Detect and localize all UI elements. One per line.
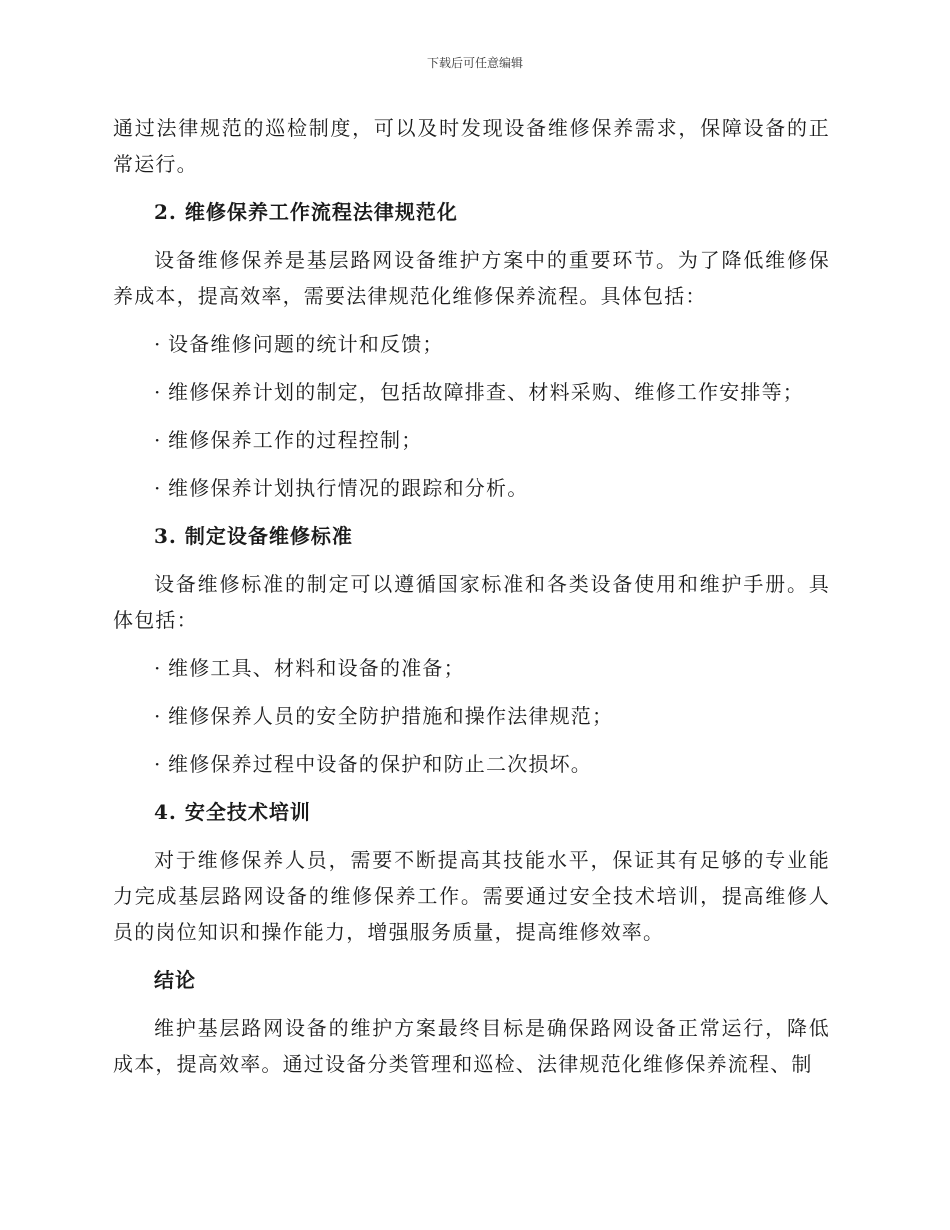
section-heading-conclusion: 结论 [154,968,196,992]
bullet-icon: · [154,656,162,680]
list-item [113,698,830,734]
paragraph-standards: 设备维修标准的制定可以遵循国家标准和各类设备使用和维护手册。具体包括： [113,572,830,632]
document-body [113,110,830,1094]
list-item [113,326,830,362]
bullet-icon: · [154,428,162,452]
bullet-icon: · [154,332,162,356]
section-heading-training: 4. 安全技术培训 [154,800,311,824]
list-item [113,470,830,506]
bullet-icon: · [154,752,162,776]
paragraph-workflow: 设备维修保养是基层路网设备维护方案中的重要环节。为了降低维修保养成本，提高效率，需要法律规范化维修保养流程。具体包括： [113,248,830,308]
section-heading-standards: 3. 制定设备维修标准 [154,524,353,548]
paragraph-conclusion: 维护基层路网设备的维护方案最终目标是确保路网设备正常运行，降低成本，提高效率。通过设备分类管理和巡检、法律规范化维修保养流程、制 [113,1016,830,1076]
list-item-text: 维修保养人员的安全防护措施和操作法律规范； [168,704,614,728]
list-item [113,374,830,410]
paragraph-training: 对于维修保养人员，需要不断提高其技能水平，保证其有足够的专业能力完成基层路网设备的维修保养工作。需要通过安全技术培训，提高维修人员的岗位知识和操作能力，增强服务质量，提高维修效率。 [113,848,830,944]
list-item-text: 维修保养计划的制定，包括故障排查、材料采购、维修工作安排等； [168,380,804,404]
list-item-text: 设备维修问题的统计和反馈； [168,332,444,356]
bullet-icon: · [154,476,162,500]
list-item-text: 维修保养工作的过程控制； [168,428,423,452]
list-item-text: 维修工具、材料和设备的准备； [168,656,465,680]
bullet-icon: · [154,704,162,728]
section-heading-workflow: 2. 维修保养工作流程法律规范化 [154,200,458,224]
page-header: 下载后可任意编辑 [426,56,523,70]
paragraph-inspection: 通过法律规范的巡检制度，可以及时发现设备维修保养需求，保障设备的正常运行。 [113,116,830,176]
bullet-icon: · [154,380,162,404]
list-item [113,650,830,686]
list-item-text: 维修保养过程中设备的保护和防止二次损坏。 [168,752,592,776]
list-item [113,422,830,458]
list-item-text: 维修保养计划执行情况的跟踪和分析。 [168,476,529,500]
list-item [113,746,830,782]
